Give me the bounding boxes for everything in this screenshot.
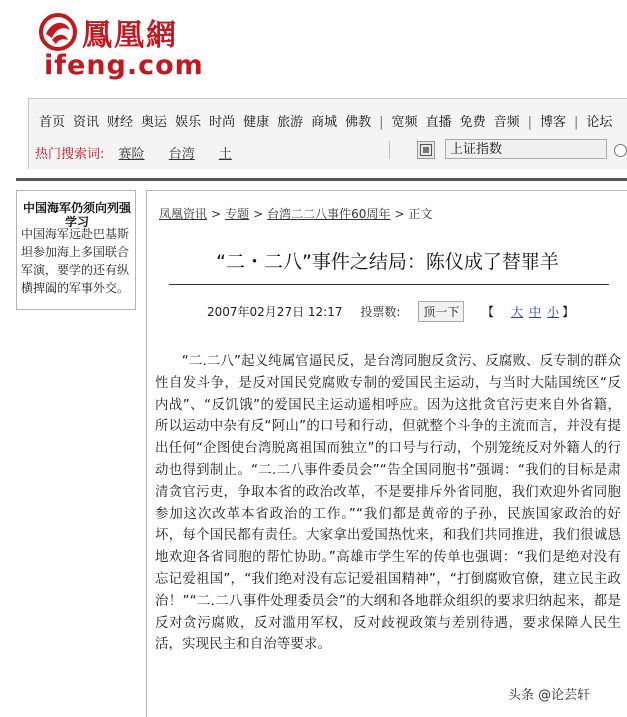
font-size-medium[interactable]: 中	[529, 305, 542, 319]
nav-item[interactable]: 奥运	[141, 115, 168, 130]
breadcrumb-link[interactable]: 专题	[225, 207, 250, 221]
nav-item[interactable]: 免费	[459, 115, 486, 130]
grid-icon	[420, 144, 432, 156]
font-size-bracket-open: 【	[482, 305, 495, 319]
nav-separator: |	[379, 115, 384, 130]
nav-item[interactable]: 娱乐	[175, 115, 202, 130]
nav-separator: |	[574, 115, 579, 130]
hot-search-item[interactable]: 土	[218, 147, 232, 162]
breadcrumb-separator: >	[253, 207, 264, 221]
nav-item[interactable]: 资讯	[73, 115, 100, 130]
stock-quote-button[interactable]	[417, 141, 435, 159]
sidebar-title[interactable]: 中国海军仍须向列强学习	[22, 201, 131, 229]
breadcrumb-separator: >	[211, 207, 222, 221]
logo-english-text: ifeng.com	[44, 50, 204, 81]
hot-search-row	[35, 143, 252, 162]
nav-separator: |	[527, 115, 532, 130]
article-panel	[146, 190, 627, 717]
breadcrumb-current: 正文	[408, 207, 433, 221]
breadcrumb-link[interactable]: 凤凰资讯	[159, 207, 208, 221]
content-top-rule	[16, 178, 627, 181]
article-meta	[207, 301, 602, 322]
vote-label: 投票数:	[360, 305, 401, 319]
search-radio[interactable]	[614, 144, 627, 157]
nav-menu	[39, 111, 620, 130]
nav-item[interactable]: 论坛	[586, 115, 613, 130]
ifeng-logo[interactable]	[38, 10, 228, 80]
hot-search-item[interactable]: 赛险	[118, 147, 145, 162]
article-title: “二・二八”事件之结局：陈仪成了替罪羊	[216, 251, 559, 273]
hot-search-item[interactable]: 台湾	[168, 147, 195, 162]
font-size-switcher	[482, 305, 588, 319]
nav-item[interactable]: 直播	[425, 115, 452, 130]
phoenix-logo-icon	[38, 12, 78, 52]
sidebar-promo[interactable]	[16, 190, 136, 310]
nav-item[interactable]: 财经	[107, 115, 134, 130]
source-watermark: 头条 @论芸轩	[505, 683, 593, 704]
divider	[389, 141, 390, 159]
title-divider	[169, 284, 609, 285]
article-date: 2007年02月27日 12:17	[207, 305, 343, 319]
breadcrumb-link[interactable]: 台湾二二八事件60周年	[267, 207, 391, 221]
nav-item[interactable]: 首页	[39, 115, 66, 130]
top-navigation	[28, 98, 627, 169]
nav-item[interactable]: 商城	[311, 115, 338, 130]
nav-item[interactable]: 旅游	[277, 115, 304, 130]
nav-item[interactable]: 佛教	[345, 115, 372, 130]
breadcrumb	[159, 205, 433, 222]
article-body	[155, 351, 621, 656]
font-size-small[interactable]: 小	[547, 305, 560, 319]
logo-chinese-text: 鳳凰網	[82, 18, 178, 53]
font-size-bracket-close: 】	[562, 305, 575, 319]
nav-item[interactable]: 健康	[243, 115, 270, 130]
nav-item[interactable]: 宽频	[391, 115, 418, 130]
nav-item[interactable]: 时尚	[209, 115, 236, 130]
hot-search-label: 热门搜索词:	[35, 147, 105, 162]
font-size-large[interactable]: 大	[511, 305, 524, 319]
stock-search-input[interactable]: 上证指数	[445, 139, 607, 159]
article-paragraph: “二.二八”起义纯属官逼民反，是台湾同胞反贪污、反腐败、反专制的群众性自发斗争，是反对国民党腐败专制的爱国民主运动，与当时大陆国统区“反内战”、“反饥饿”的爱国民主运动遥相呼应。因为这批贪官污吏来自外省籍，所以运动中杂有反“阿山”的口号和行动，但就整个斗争的主流而言，并没有提出任何“企图使台湾脱离祖国而独立”的口号与行动，个别笼统反对外籍人的行动也得到制止。“二.二八事件委员会”“告全国同胞书”强调：“我们的目标是肃清贪官污吏，争取本省的政治改革，不是要排斥外省同胞，我们欢迎外省同胞参加这次改革本省政治的工作。”“我们都是黄帝的子孙，民族国家政治的好坏，每个国民都有责任。大家拿出爱国热忱来，和我们共同推进，我们很诚恳地欢迎各省同胞的帮忙协助。”高雄市学生军的传单也强调：“我们是绝对没有忘记爱祖国”，“我们绝对没有忘记爱祖国精神”，“打倒腐败官僚，建立民主政治！”“二.二八事件处理委员会”的大纲和各地群众组织的要求归纳起来，都是反对贪污腐败，反对滥用军权，反对歧视政策与差别待遇，要求保障人民生活，实现民主和自治等要求。	[155, 354, 621, 653]
nav-item[interactable]: 音频	[493, 115, 520, 130]
vote-up-button[interactable]: 顶一下	[418, 301, 464, 322]
sidebar-text: 中国海军远赴巴基斯坦参加海上多国联合军演，要学的还有纵横捭阖的军事外交。	[21, 227, 130, 295]
nav-item[interactable]: 博客	[540, 115, 567, 130]
breadcrumb-separator: >	[394, 207, 405, 221]
